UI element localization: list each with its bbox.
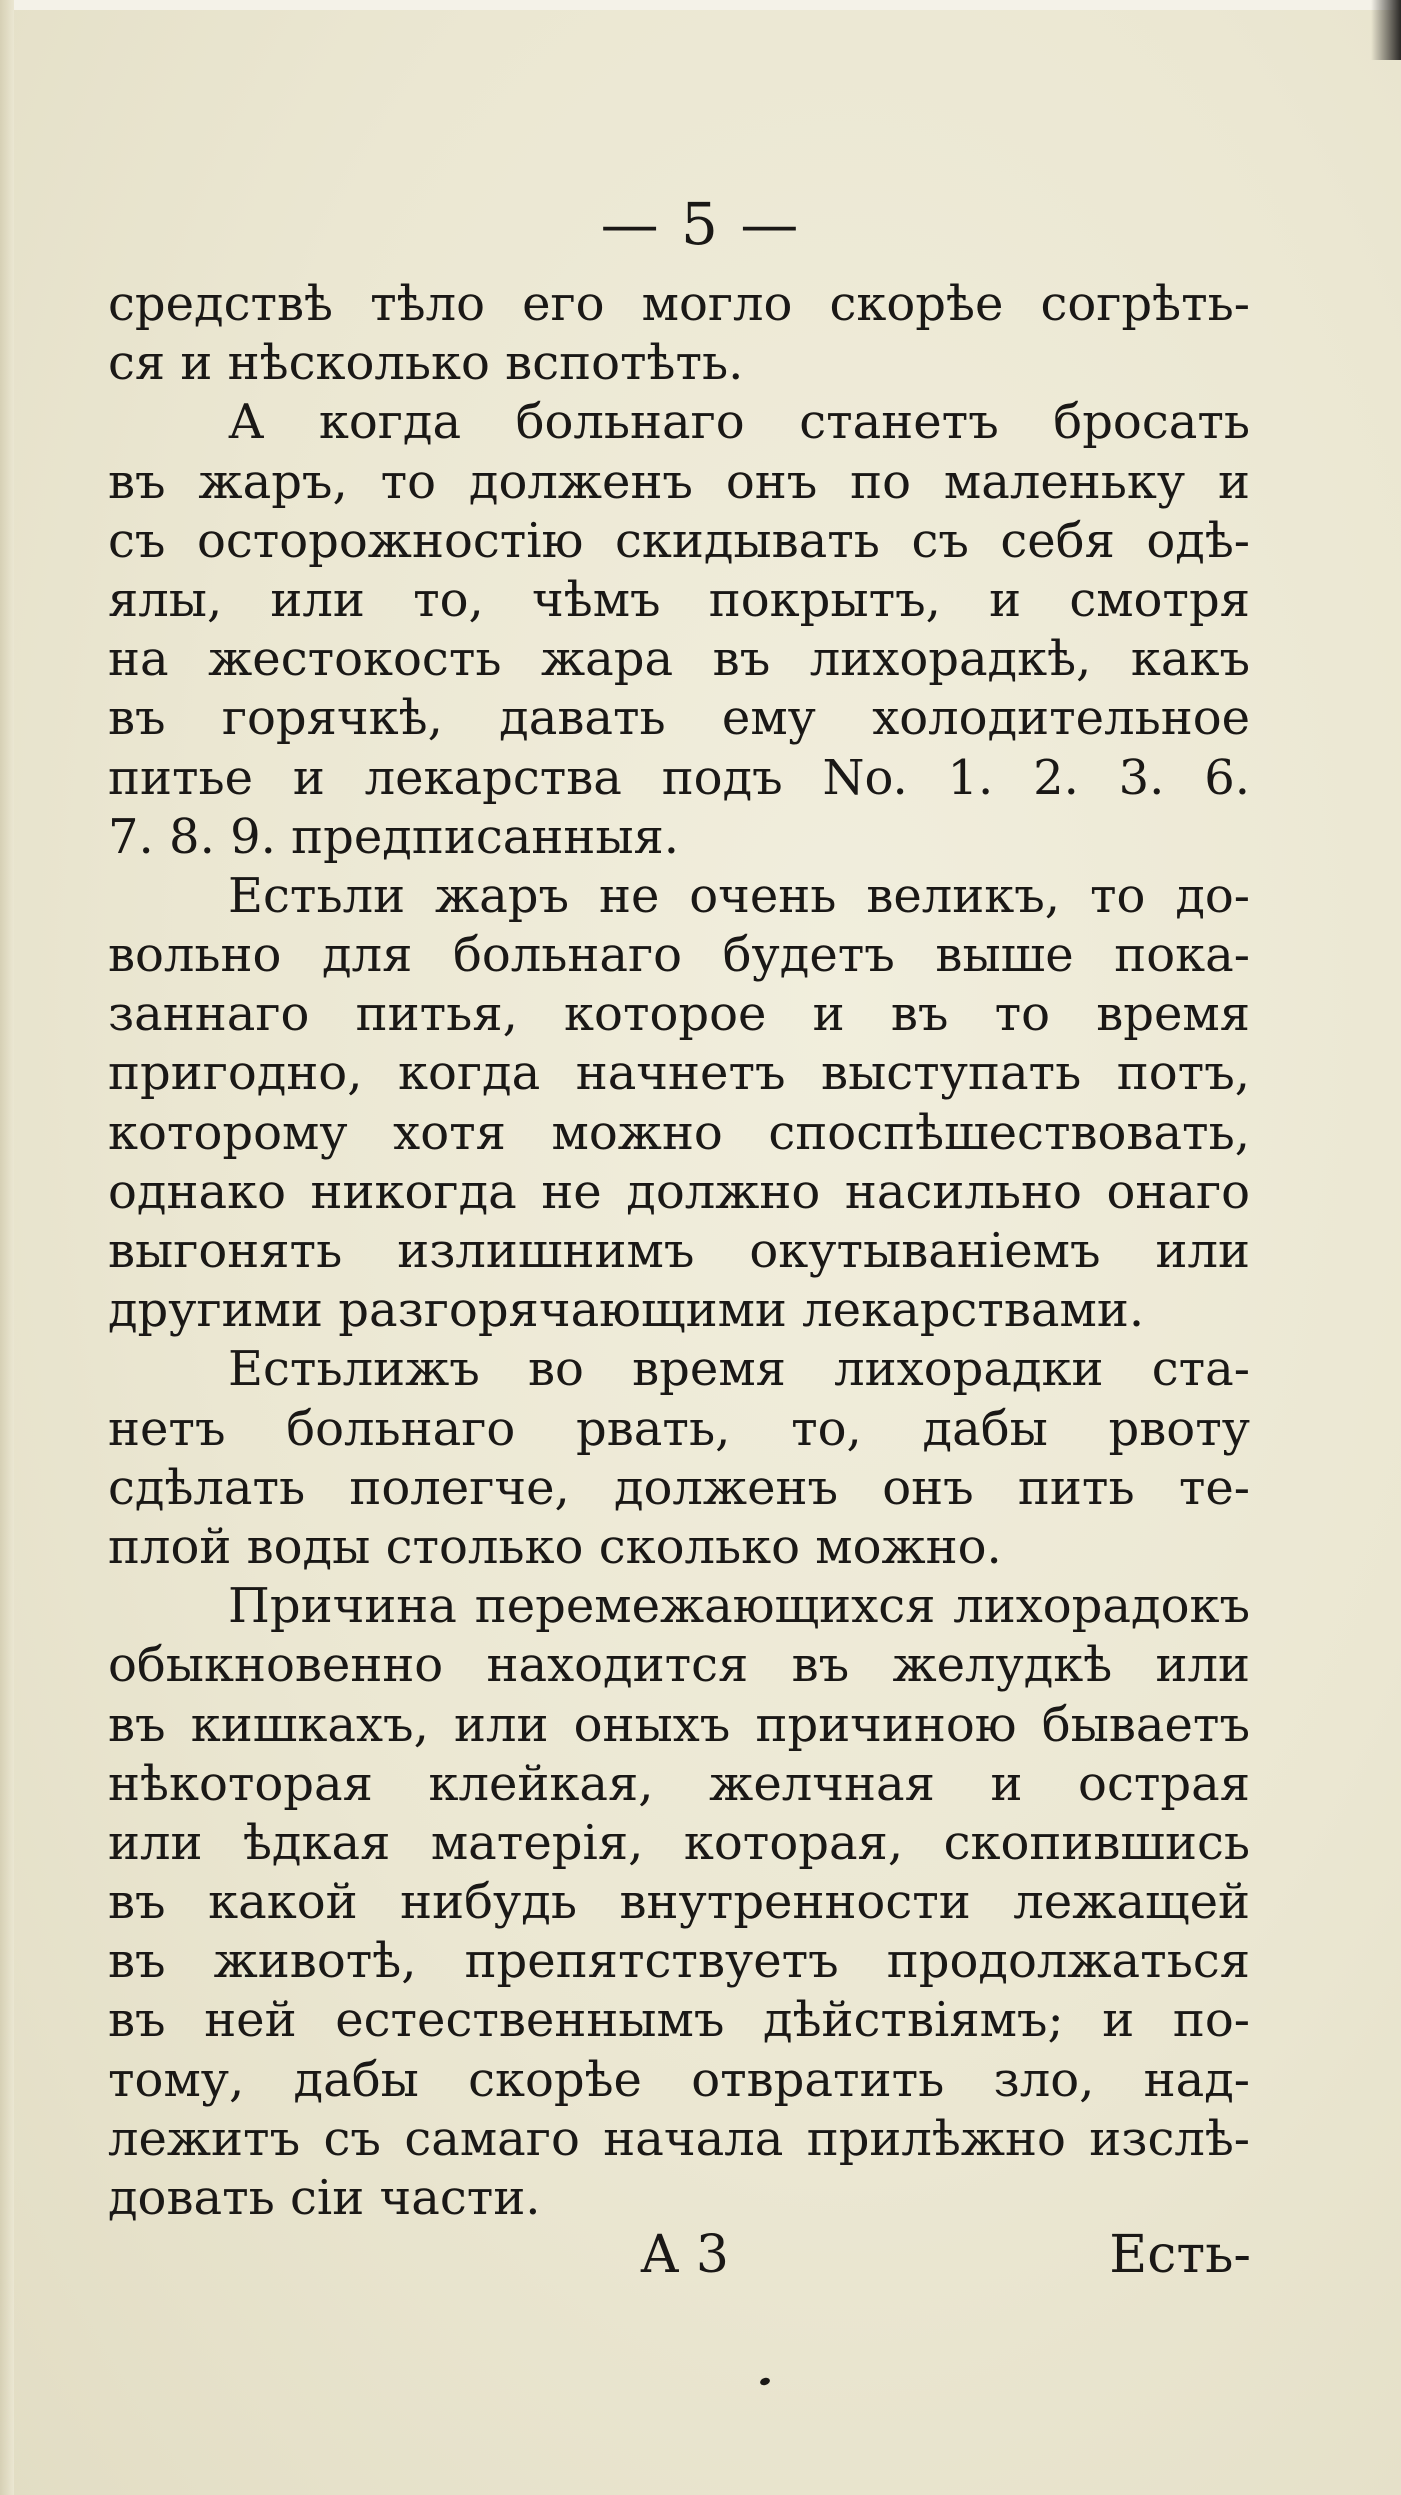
text-line: нетъ больнаго рвать, то, дабы рвоту (108, 1400, 1250, 1457)
text-line: другими разгорячающими лекарствами. (108, 1282, 1145, 1339)
text-line: или ѣдкая матерія, которая, скопившись (108, 1814, 1250, 1871)
text-line: питье и лекарства подъ No. 1. 2. 3. 6. (108, 749, 1250, 806)
page-corner-shadow (1371, 0, 1401, 60)
text-line: Естьли жаръ не очень великъ, то до- (228, 867, 1250, 924)
text-line: 7. 8. 9. предписанныя. (108, 808, 680, 865)
page-number-header: — 5 — (600, 190, 801, 258)
text-line: сдѣлать полегче, долженъ онъ пить те- (108, 1459, 1250, 1516)
catchword: Есть- (1109, 2225, 1251, 2285)
text-line: вольно для больнаго будетъ выше пока- (108, 927, 1250, 984)
text-line: съ осторожностію скидывать съ себя одѣ- (108, 512, 1250, 569)
text-line: на жестокость жара въ лихорадкѣ, какъ (108, 631, 1250, 688)
text-line: заннаго питья, которое и въ то время (108, 986, 1250, 1043)
text-line: Естьлижъ во время лихорадки ста- (228, 1341, 1250, 1398)
text-line: въ ней естественнымъ дѣйствіямъ; и по- (108, 1992, 1250, 2049)
text-line: однако никогда не должно насильно онаго (108, 1163, 1250, 1220)
scan-top-margin (0, 0, 1401, 10)
text-line: А когда больнаго станетъ бросать (228, 394, 1250, 451)
text-line: ся и нѣсколько вспотѣть. (108, 335, 744, 392)
text-line: которому хотя можно споспѣшествовать, (108, 1104, 1250, 1161)
text-line: въ кишкахъ, или оныхъ причиною бываетъ (108, 1696, 1250, 1753)
ink-speck (759, 2377, 771, 2387)
text-line: въ жаръ, то долженъ онъ по маленьку и (108, 453, 1250, 510)
text-line: средствѣ тѣло его могло скорѣе согрѣть- (108, 276, 1250, 332)
text-line: довать сіи части. (108, 2170, 541, 2226)
text-line: лежитъ съ самаго начала прилѣжно изслѣ- (108, 2110, 1250, 2167)
text-line: нѣкоторая клейкая, желчная и острая (108, 1755, 1250, 1812)
text-line: выгонять излишнимъ окутываніемъ или (108, 1223, 1250, 1279)
text-line: обыкновенно находится въ желудкѣ или (108, 1637, 1250, 1694)
text-line: Причина перемежающихся лихорадокъ (228, 1578, 1250, 1635)
signature-mark: А 3 (640, 2225, 729, 2285)
text-line: пригодно, когда начнетъ выступать потъ, (108, 1045, 1250, 1102)
text-line: въ животѣ, препятствуетъ продолжаться (108, 1933, 1250, 1990)
text-line: въ горячкѣ, давать ему холодительное (108, 690, 1250, 747)
text-line: ялы, или то, чѣмъ покрытъ, и смотря (108, 571, 1250, 628)
text-line: плой воды столько сколько можно. (108, 1518, 1002, 1575)
body-text (108, 275, 1250, 2228)
text-line: тому, дабы скорѣе отвратить зло, над- (108, 2051, 1250, 2108)
page-gutter-shadow (0, 0, 14, 2495)
text-line: въ какой нибудь внутренности лежащей (108, 1874, 1250, 1931)
